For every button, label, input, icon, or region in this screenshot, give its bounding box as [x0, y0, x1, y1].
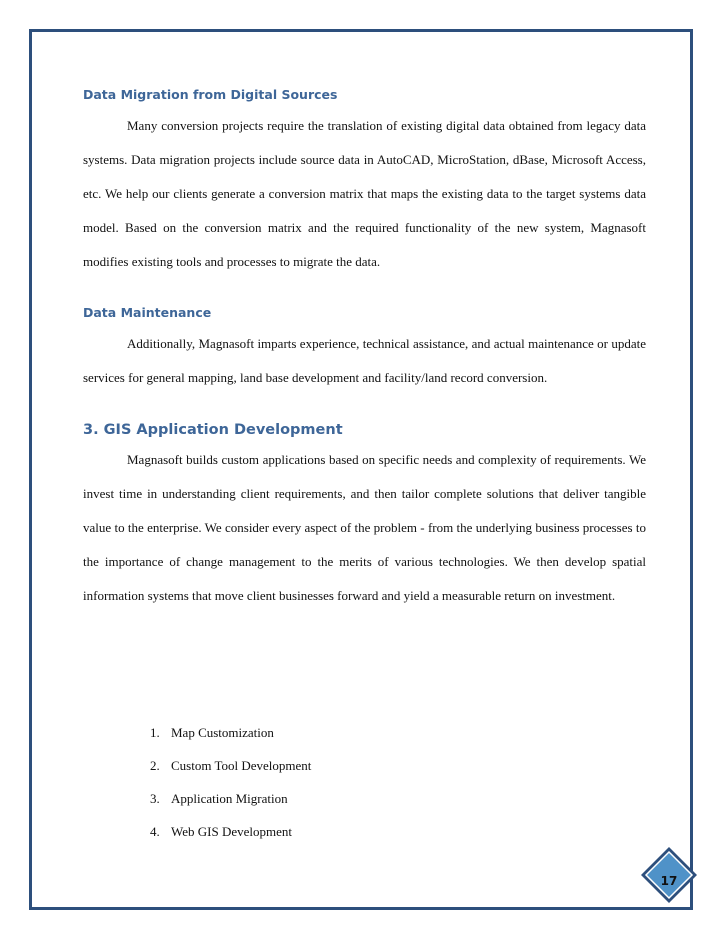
list-item: [150, 716, 311, 749]
list-item-number: 2.: [150, 758, 160, 773]
page-number: 17: [660, 874, 678, 888]
list-item: [150, 782, 311, 815]
page-content: [83, 80, 646, 613]
section-heading-data-maintenance: Data Maintenance: [83, 305, 212, 320]
section-paragraph-data-maintenance: Additionally, Magnasoft imparts experience, technical assistance, and actual maintenance or update services for general mapping, land base development and facility/land record conversion.: [83, 336, 646, 385]
section-paragraph-data-migration: Many conversion projects require the translation of existing digital data obtained from legacy data systems. Data migration projects include source data in AutoCAD, MicroStation, dBase, Microsoft Access, etc. We help our clients generate a conversion matrix that maps the existing data to the target systems data model. Based on the conversion matrix and the required functionality of the new system, Magnasoft modifies existing tools and processes to migrate the data.: [83, 118, 646, 269]
list-item-number: 4.: [150, 824, 160, 839]
list-item: [150, 749, 311, 782]
list-item-label: Map Customization: [171, 725, 274, 740]
list-item-number: 3.: [150, 791, 160, 806]
list-item-label: Web GIS Development: [171, 824, 292, 839]
list-item-label: Application Migration: [171, 791, 288, 806]
list-item-label: Custom Tool Development: [171, 758, 312, 773]
section-heading-gis-application-development: 3. GIS Application Development: [83, 422, 343, 438]
list-item-number: 1.: [150, 725, 160, 740]
list-item: [150, 815, 311, 848]
section-heading-data-migration: Data Migration from Digital Sources: [83, 87, 338, 102]
numbered-list: [150, 716, 311, 848]
section-paragraph-gis-application-development: Magnasoft builds custom applications based on specific needs and complexity of requirements. We invest time in understanding client requirements, and then tailor complete solutions that deliver tangible value to the enterprise. We consider every aspect of the problem - from the underlying business processes to the importance of change management to the merits of various technologies. We then develop spatial information systems that move client businesses forward and yield a measurable return on investment.: [83, 452, 646, 603]
